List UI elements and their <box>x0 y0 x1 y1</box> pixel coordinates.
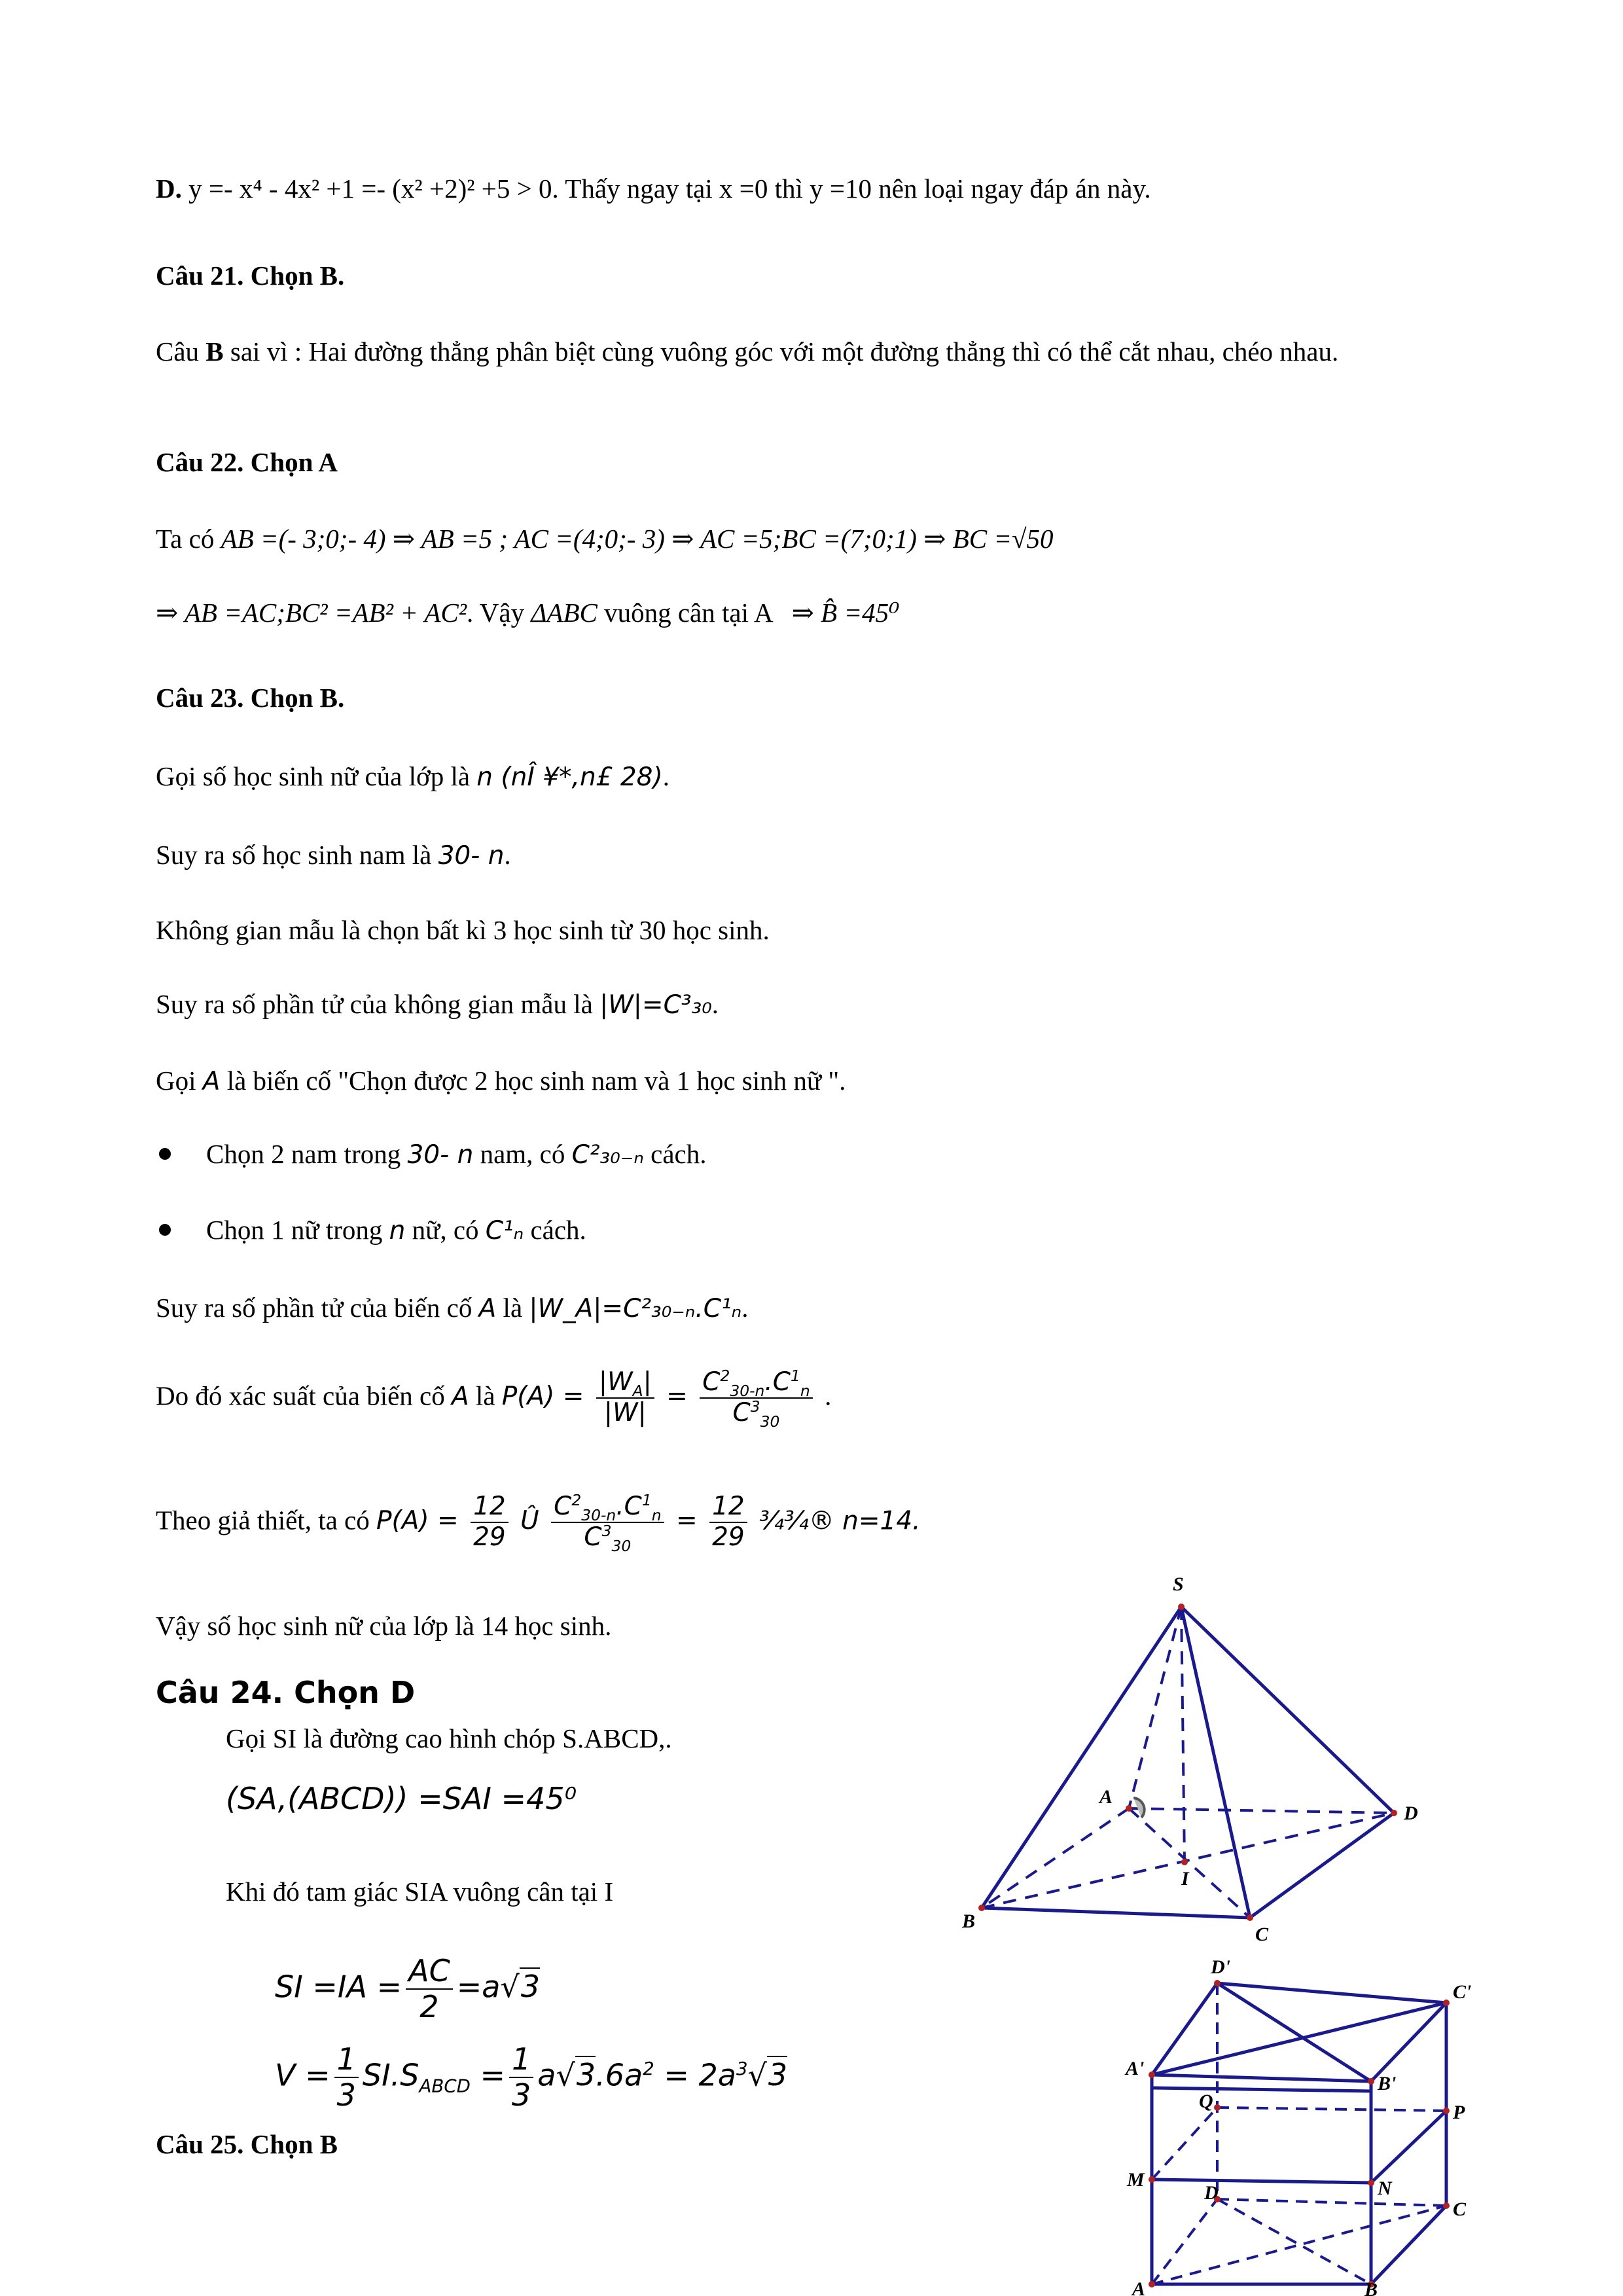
label-d: D <box>1404 1803 1418 1824</box>
q23-b2-math1: n <box>389 1216 406 1246</box>
q23-l9-text1: Do đó xác suất của biến cố <box>156 1380 445 1411</box>
q23-b1-math1: 30- n <box>407 1140 474 1170</box>
q21-prefix: Câu <box>156 336 200 367</box>
q23-b1-text1: Chọn 2 nam trong <box>206 1139 401 1169</box>
point-d <box>1391 1810 1397 1816</box>
q22-line2-text: . Vậy <box>467 598 525 628</box>
q23-l1-text: Gọi số học sinh nữ của lớp là <box>156 761 471 791</box>
q23-l9-text2: là <box>475 1380 495 1411</box>
edge-ad <box>1129 1808 1394 1813</box>
q23-b2-text1: Chọn 1 nữ trong <box>206 1215 383 1245</box>
edge-cd <box>1250 1813 1394 1918</box>
q23-l2-math: 30- n <box>438 841 505 870</box>
q21-bold: B <box>205 336 224 367</box>
edge-upper-band <box>1152 2088 1371 2091</box>
option-d-formula: y =- x⁴ - 4x² +1 =- (x² +2)² +5 > 0 <box>188 173 552 204</box>
label-p: P <box>1453 2102 1465 2123</box>
label-c: C <box>1255 1924 1269 1945</box>
q21-text: sai vì : Hai đường thẳng phân biệt cùng vuông góc với một đường thẳng thì có thể cắt nhau, chéo nhau. <box>230 336 1339 367</box>
q21-body <box>156 329 1478 374</box>
edge-bc <box>982 1908 1250 1918</box>
q21-heading: Câu 21. Chọn B. <box>156 260 345 291</box>
label-c1: C' <box>1453 1981 1472 2003</box>
diag-bd <box>982 1813 1394 1908</box>
q23-l8-text1: Suy ra số phần tử của biến cố <box>156 1293 473 1323</box>
q23-b2-text3: cách. <box>530 1215 586 1245</box>
q24-line5: V = $\frac{1}{3}$ $SI.S_{ABCD}$ = $\frac{1}{3}$ $a√3.6a^2 = 2a^3√3$ <box>275 2041 788 2113</box>
q23-l9-probability: P(A) = $\frac{|W_A|}{|W|}$ = $\frac{C^2_{30-n}.C^1_n}{C^3_{30}}$ <box>502 1382 825 1411</box>
option-d-text3: nên loại ngay đáp án này. <box>878 173 1151 204</box>
edge-d1c1 <box>1217 1983 1446 2003</box>
q24-line3: Khi đó tam giác SIA vuông cân tại I <box>226 1876 614 1907</box>
fraction: $\frac{12}{29}$ <box>471 1492 508 1552</box>
point-b <box>978 1905 985 1911</box>
q23-l2-text: Suy ra số học sinh nam là <box>156 840 432 870</box>
q22-line2-math: ⇒ AB =AC;BC² =AB² + AC² <box>156 598 467 628</box>
q24-line2: (SA,(ABCD)) =SAI =45⁰ <box>226 1781 577 1816</box>
edge-b1c1 <box>1371 2003 1446 2081</box>
label-d1: D' <box>1211 1956 1230 1978</box>
option-d-text2: thì <box>774 173 803 204</box>
q23-l9-var: A <box>451 1382 469 1412</box>
edge-si <box>1181 1607 1185 1862</box>
q23-l10-text: Theo giả thiết, ta có <box>156 1505 370 1535</box>
label-b: B <box>1364 2279 1378 2296</box>
q23-l8-math: |W_A|=C²₃₀₋ₙ.C¹ₙ <box>529 1294 742 1323</box>
q23-b1-math2: C²₃₀₋ₙ <box>571 1140 644 1170</box>
point-a1 <box>1149 2072 1155 2078</box>
edge-qp <box>1217 2108 1446 2111</box>
edge-mn <box>1152 2179 1371 2183</box>
q23-line11: Vậy số học sinh nữ của lớp là 14 học sinh. <box>156 1611 612 1641</box>
q23-b2-math2: C¹ₙ <box>485 1216 524 1246</box>
point-n <box>1368 2179 1374 2186</box>
point-a <box>1149 2281 1155 2287</box>
q22-line1-math: AB =(- 3;0;- 4) ⇒ AB =5 ; AC =(4;0;- 3) ⇒ AC =5;BC =(7;0;1) ⇒ BC =√50 <box>221 524 1054 554</box>
fraction: $\frac{C^2_{30-n}.C^1_n}{C^3_{30}}$ <box>700 1368 813 1428</box>
point-a <box>1126 1805 1132 1812</box>
edge-sc <box>1181 1607 1250 1918</box>
q23-line2: Suy ra số học sinh nam là 30- n. <box>156 840 511 870</box>
edge-bc <box>1371 2206 1446 2284</box>
q23-l1-math: n (nÎ ¥*,n£ 28) <box>476 762 663 792</box>
q23-line1: Gọi số học sinh nữ của lớp là n (nÎ ¥*,n£ 28). <box>156 761 669 792</box>
q23-b1-text3: cách. <box>651 1139 707 1169</box>
point-c <box>1443 2202 1450 2209</box>
fraction: $\frac{12}{29}$ <box>709 1492 747 1552</box>
q23-l5-var: A <box>202 1067 221 1096</box>
point-b1 <box>1368 2078 1374 2085</box>
option-d-x0: x =0 <box>719 173 768 204</box>
point-p <box>1443 2108 1450 2114</box>
q23-l5-text2: là biến cố "Chọn được 2 học sinh nam và 1 học sinh nữ ". <box>226 1066 846 1096</box>
label-m: M <box>1127 2169 1145 2191</box>
point-c <box>1247 1914 1253 1921</box>
diag-d1b1 <box>1217 1983 1371 2081</box>
q23-b1-text2: nam, có <box>480 1139 565 1169</box>
q22-angle-result: ⇒ B̂ =45⁰ <box>791 598 900 628</box>
q23-bullet1 <box>206 1137 706 1172</box>
q24-heading: Câu 24. Chọn D <box>156 1675 416 1710</box>
q23-l4-math: |W|=C³₃₀ <box>599 990 712 1020</box>
edge-sa <box>1129 1607 1181 1808</box>
label-n: N <box>1378 2178 1392 2199</box>
q23-line3: Không gian mẫu là chọn bất kì 3 học sinh từ 30 học sinh. <box>156 915 770 945</box>
edge-ab <box>982 1808 1129 1908</box>
option-d-label: D. <box>156 173 182 204</box>
option-d-text1: . Thấy ngay tại <box>552 173 713 204</box>
fraction: $\frac{1}{3}$ <box>334 2042 359 2113</box>
bullet-dot <box>159 1224 171 1236</box>
q23-l5-text1: Gọi <box>156 1066 196 1096</box>
q25-heading: Câu 25. Chọn B <box>156 2129 338 2159</box>
label-c: C <box>1453 2198 1467 2220</box>
q22-heading: Câu 22. Chọn A <box>156 447 338 477</box>
q23-l8-text2: là <box>503 1293 523 1323</box>
q23-heading: Câu 23. Chọn B. <box>156 683 345 713</box>
label-a1: A' <box>1126 2058 1145 2079</box>
diag-db <box>1217 2199 1371 2284</box>
option-d-y10: y =10 <box>810 173 872 204</box>
point-c1 <box>1443 2000 1450 2006</box>
label-a: A <box>1132 2278 1146 2296</box>
fraction: $\frac{AC}{2}$ <box>406 1954 453 2024</box>
fraction: $\frac{C^2_{30-n}.C^1_n}{C^3_{30}}$ <box>551 1492 664 1552</box>
q23-l10-tail: ¾¾® n=14. <box>759 1506 921 1536</box>
q23-l4-text: Suy ra số phần tử của không gian mẫu là <box>156 989 593 1019</box>
edge-sd <box>1181 1607 1394 1813</box>
edge-np <box>1371 2111 1446 2183</box>
q22-triangle: ΔABC <box>531 598 597 628</box>
q22-line2-text2: vuông cân tại A <box>604 598 772 628</box>
edge-sb <box>982 1607 1181 1908</box>
edge-dc <box>1217 2199 1446 2206</box>
q23-l8-var: A <box>478 1294 497 1323</box>
label-b: B <box>962 1910 976 1932</box>
q23-bullet2 <box>206 1213 586 1248</box>
q23-line4: Suy ra số phần tử của không gian mẫu là |W|=C³₃₀. <box>156 989 719 1020</box>
q22-line1-prefix: Ta có <box>156 524 215 554</box>
point-i <box>1181 1859 1188 1865</box>
fraction: $\frac{1}{3}$ <box>509 2042 533 2113</box>
q22-line2 <box>156 596 900 630</box>
label-a: A <box>1099 1786 1113 1808</box>
diag-ac <box>1152 2206 1446 2284</box>
q22-line1 <box>156 522 1054 556</box>
q23-l10-equation: P(A) = $\frac{12}{29}$ Û $\frac{C^2_{30-n}.C^1_n}{C^3_{30}}$ = $\frac{12}{29}$ <box>376 1506 759 1535</box>
prism-figure <box>1113 1956 1479 2296</box>
label-i: I <box>1181 1868 1189 1890</box>
point-d1 <box>1214 1980 1221 1986</box>
option-d-line <box>156 171 1151 206</box>
label-q: Q <box>1199 2090 1213 2112</box>
diag-ac <box>1129 1808 1250 1918</box>
label-s: S <box>1173 1573 1184 1595</box>
q23-b2-text2: nữ, có <box>412 1215 479 1245</box>
q23-line8: Suy ra số phần tử của biến cố A là |W_A|=C²₃₀₋ₙ.C¹ₙ. <box>156 1293 749 1323</box>
label-b1: B' <box>1378 2073 1397 2094</box>
edge-mq <box>1152 2108 1217 2179</box>
point-q <box>1214 2104 1221 2111</box>
edge-ad <box>1152 2199 1217 2284</box>
edge-a1b1 <box>1152 2075 1371 2081</box>
q23-line10 <box>156 1491 921 1555</box>
q23-line9: Do đó xác suất của biến cố A là P(A) = $\frac{|W_A|}{|W|}$ = $\frac{C^2_{30-n}.C^1_n}{C^3_{30}}$ . <box>156 1367 832 1431</box>
bullet-dot <box>159 1148 171 1160</box>
point-s <box>1178 1604 1185 1610</box>
q24-line4: SI =IA = $\frac{AC}{2}$ =a√3 <box>275 1953 541 2024</box>
label-d: D <box>1204 2182 1219 2204</box>
q23-line5 <box>156 1064 846 1099</box>
q24-line1: Gọi SI là đường cao hình chóp S.ABCD,. <box>226 1723 672 1753</box>
point-m <box>1149 2176 1155 2183</box>
pyramid-figure <box>942 1568 1440 1945</box>
fraction: $\frac{|W_A|}{|W|}$ <box>596 1368 654 1428</box>
